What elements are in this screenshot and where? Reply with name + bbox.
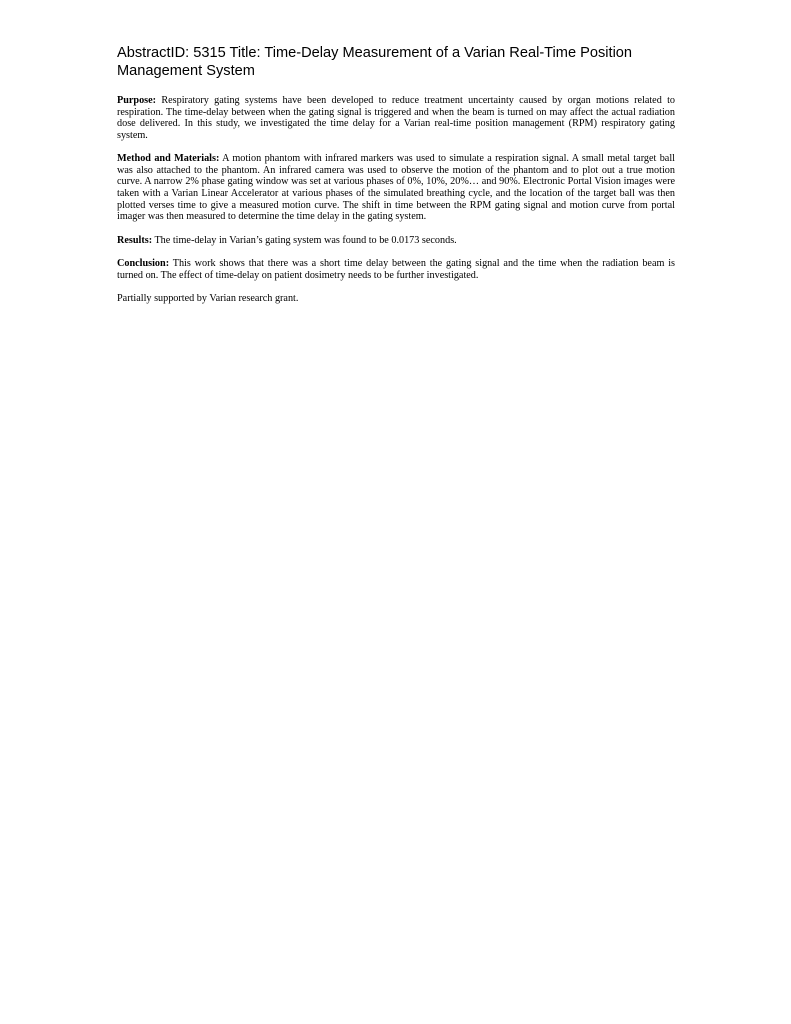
abstract-body bbox=[117, 44, 675, 305]
results-section bbox=[117, 235, 675, 247]
purpose-label: Purpose: bbox=[117, 95, 157, 106]
results-text: The time-delay in Varian’s gating system was found to be 0.0173 seconds. bbox=[152, 234, 457, 246]
methods-text: A motion phantom with infrared markers was used to simulate a respiration signal. A small metal target ball was also attached to the phantom. An infrared camera was used to observe the motion of the phantom and to plot out a true motion curve. A narrow 2% phase gating window was set at various phases of 0%, 10%, 20%… and 90%. Electronic Portal Vision images were taken with a Varian Linear Accelerator at various phases of the simulated breathing cycle, and the location of the target ball was then plotted verses time to give a measured motion curve. The shift in time between the RPM gating signal and motion curve from portal imager was then measured to determine the time delay in the gating system. bbox=[117, 153, 675, 223]
abstract-title: AbstractID: 5315 Title: Time-Delay Measurement of a Varian Real-Time Position Management System bbox=[117, 45, 633, 79]
methods-label: Method and Materials: bbox=[117, 153, 220, 165]
purpose-section bbox=[117, 95, 675, 141]
methods-section bbox=[117, 153, 675, 223]
conclusion-text: This work shows that there was a short time delay between the gating signal and the time when the radiation beam is turned on. The effect of time-delay on patient dosimetry needs to be further investigated. bbox=[117, 257, 675, 281]
purpose-text: Respiratory gating systems have been developed to reduce treatment uncertainty caused by organ motions related to respiration. The time-delay between when the gating signal is triggered and when the beam is turned on may affect the actual radiation dose delivered. In this study, we investigated the time delay for a Varian real-time position management (RPM) respiratory gating system. bbox=[117, 95, 675, 141]
funding-note: Partially supported by Varian research grant. bbox=[117, 292, 299, 304]
results-label: Results: bbox=[117, 234, 153, 246]
conclusion-section bbox=[117, 258, 675, 281]
conclusion-label: Conclusion: bbox=[117, 257, 170, 269]
